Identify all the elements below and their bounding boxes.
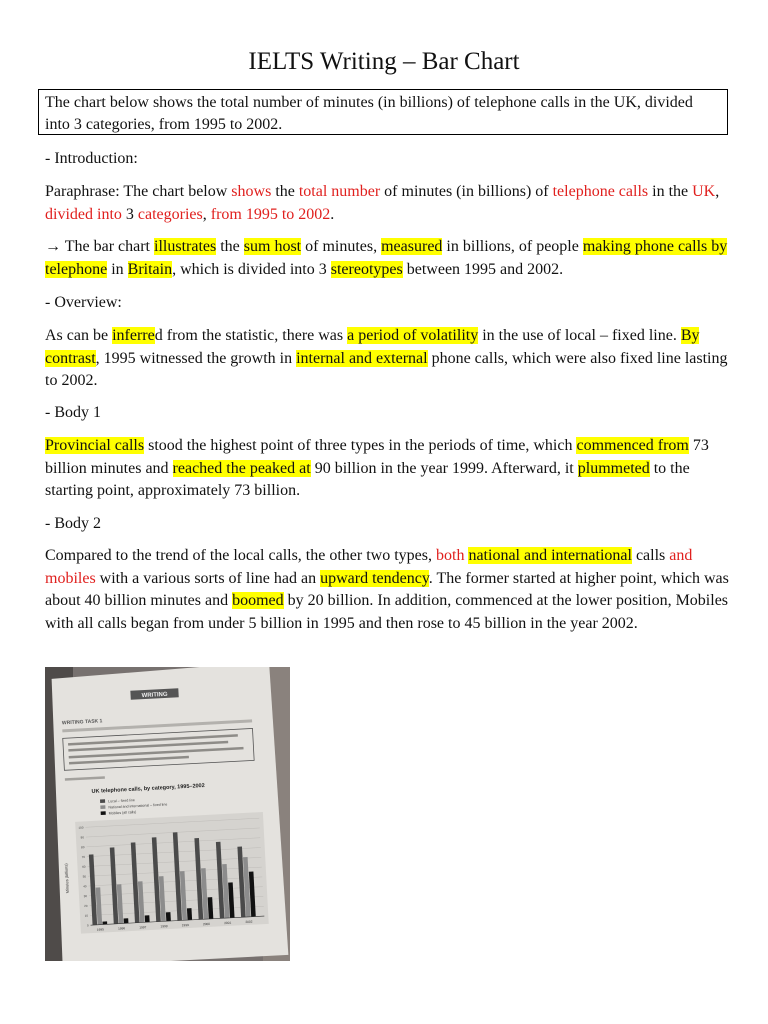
highlight: Provincial calls [45, 437, 145, 454]
highlight: internal and external [296, 349, 428, 367]
text-run: d from the statistic, there was [154, 327, 348, 344]
page-title: IELTS Writing – Bar Chart [248, 48, 520, 75]
text-run: 73 billion minutes and [45, 437, 709, 477]
body2-paragraph [45, 545, 735, 635]
text-run: the [271, 183, 299, 200]
text-run: , [715, 183, 720, 200]
keyword-red: total number [298, 183, 381, 200]
overview-paragraph [45, 325, 735, 393]
keyword-red: from 1995 to 2002 [210, 205, 331, 223]
highlight: national and international [468, 547, 632, 564]
highlight: boomed [232, 592, 284, 610]
y-tick-label: 70 [81, 854, 86, 860]
chart-photo-svg [45, 667, 290, 961]
y-tick-label: 50 [82, 874, 87, 879]
task-label: WRITING TASK 1 [61, 718, 103, 727]
highlight: sum host [243, 238, 302, 255]
text-run: 3 [121, 205, 138, 223]
text-run: between 1995 and 2002. [402, 260, 564, 278]
text-run: 90 billion in the year 1999. Afterward, it [310, 459, 578, 477]
highlight: measured [381, 238, 443, 255]
y-tick-label: 40 [83, 884, 87, 889]
bar-mobiles-1996 [124, 918, 129, 923]
body1-heading: - Body 1 [45, 404, 101, 421]
text-run: in billions, of people [442, 238, 583, 255]
highlight: upward tendency [320, 569, 429, 587]
y-tick-label: 100 [78, 825, 84, 830]
text-run: by 20 billion. In addition, commenced at the lower position, Mobiles with all calls began from under 5 billion in 1995 and then rose to 45 billion in the year 2002. [45, 592, 729, 632]
text-run: to the starting point, approximately 73 billion. [45, 459, 690, 500]
text-run: , which is divided into 3 [172, 260, 331, 278]
rewrite-paragraph [45, 236, 735, 281]
legend-label-local: Local – fixed line [108, 798, 135, 804]
text-run: in [107, 260, 128, 278]
text-run: stood the highest point of three types in the periods of time, which [144, 437, 577, 454]
text-run: , [202, 205, 211, 223]
text-run: Compared to the trend of the local calls, the other two types, [45, 547, 436, 564]
keyword-red: UK [692, 183, 716, 200]
text-run: . The former started at higher point, which was about 40 billion minutes and [45, 569, 729, 610]
x-tick-label: 2000 [202, 921, 211, 927]
task-prompt-box: The chart below shows the total number of minutes (in billions) of telephone calls in the UK, divided into 3 categories, from 1995 to 2002. [38, 89, 728, 135]
highlight: plummeted [577, 459, 650, 477]
text-run: phone calls, which were also fixed line lasting to 2002. [45, 349, 728, 390]
overview-heading: - Overview: [45, 294, 122, 311]
text-run: the [216, 238, 244, 255]
keyword-red: shows [231, 183, 272, 200]
y-tick-label: 80 [81, 845, 85, 850]
text-run: with a various sorts of line had an [95, 569, 321, 587]
bar-mobiles-1999 [187, 908, 192, 920]
y-tick-label: 90 [80, 835, 85, 840]
highlight: commenced from [576, 437, 689, 454]
highlight: Britain [127, 260, 173, 278]
chart-photo [45, 667, 290, 961]
x-tick-label: 2001 [224, 920, 232, 926]
text-run: of minutes, [301, 238, 382, 255]
text-run: As can be [45, 327, 113, 344]
introduction-heading: - Introduction: [45, 150, 138, 167]
highlight: reached the peaked at [172, 459, 311, 477]
keyword-red: categories [137, 205, 203, 223]
x-tick-label: 2002 [245, 919, 253, 925]
legend-label-mobiles: Mobiles (all calls) [108, 810, 137, 816]
keyword-red: and mobiles [45, 547, 693, 587]
legend-swatch-mobiles [101, 811, 106, 815]
text-run: . [330, 205, 335, 223]
y-tick-label: 20 [84, 903, 88, 909]
highlight: a period of volatility [347, 327, 479, 344]
x-tick-label: 1999 [181, 923, 189, 928]
text-run: , 1995 witnessed the growth in [95, 349, 297, 367]
y-tick-label: 30 [83, 894, 88, 899]
text-run: Paraphrase: The chart below [45, 183, 232, 200]
x-tick-label: 1996 [117, 926, 126, 931]
x-tick-label: 1997 [139, 925, 147, 930]
highlight: illustrates [154, 238, 217, 255]
text-run: calls [631, 547, 670, 564]
legend-label-national: National and international – fixed line [108, 802, 168, 810]
highlight: inferre [112, 327, 155, 344]
legend-swatch-national [100, 805, 105, 809]
text-run: in the use of local – fixed line. [478, 327, 681, 344]
photo-chart-title: UK telephone calls, by category, 1995–2002 [91, 782, 205, 795]
arrow-icon: → [45, 238, 61, 255]
text-run: of minutes (in billions) of [380, 183, 553, 200]
keyword-red: both [436, 547, 465, 564]
bar-mobiles-1997 [145, 915, 150, 922]
y-tick-label: 10 [84, 913, 89, 918]
highlight: stereotypes [330, 260, 403, 278]
legend-swatch-local [100, 799, 105, 803]
text-run: in the [648, 183, 693, 200]
text-run: The bar chart [61, 238, 154, 255]
bar-mobiles-1998 [166, 912, 171, 921]
y-tick-label: 0 [86, 923, 89, 928]
paraphrase-paragraph [45, 181, 735, 226]
y-axis-label: Minutes (billions) [63, 863, 70, 894]
body2-heading: - Body 2 [45, 515, 101, 532]
body1-paragraph [45, 435, 735, 503]
highlight: By contrast [45, 327, 700, 367]
keyword-red: telephone calls [552, 183, 649, 200]
keyword-red: divided into [45, 205, 122, 223]
book-page [47, 667, 288, 961]
highlight: making phone calls by telephone [45, 238, 728, 278]
y-tick-label: 60 [82, 864, 86, 869]
x-tick-label: 1998 [160, 924, 168, 929]
header-label: WRITING [141, 691, 168, 700]
x-tick-label: 1995 [96, 927, 105, 932]
